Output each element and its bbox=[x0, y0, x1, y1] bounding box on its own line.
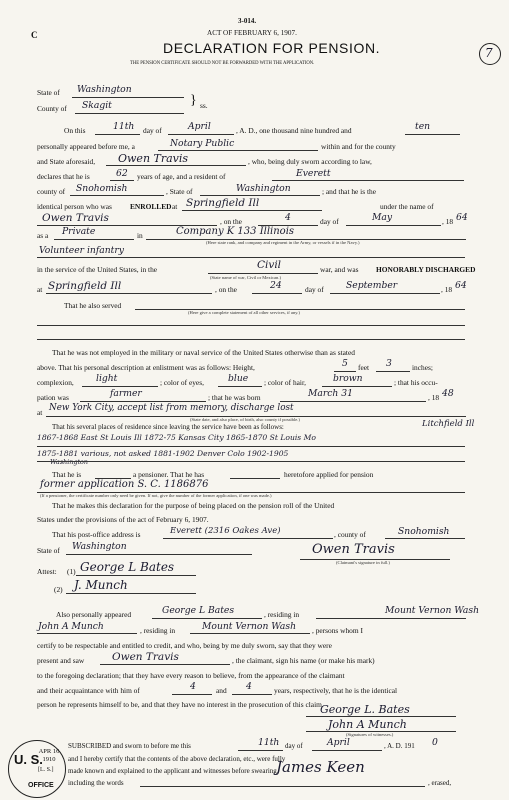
state-label: State of bbox=[37, 88, 60, 97]
text-jurat-ad: , A. D. 191 bbox=[384, 742, 415, 750]
text-residences: That his several places of residence since leaving the service have been as follows: bbox=[52, 423, 284, 431]
field-residence-witness-2: Mount Vernon Wash bbox=[202, 621, 297, 632]
text-jurat-day-of: day of bbox=[285, 742, 303, 750]
field-born-year: 48 bbox=[442, 388, 454, 399]
text-ad: , A. D., one thousand nine hundred and bbox=[236, 126, 352, 135]
text-hair: ; color of hair, bbox=[264, 378, 306, 387]
field-residence-4: Washington bbox=[50, 458, 88, 466]
field-birthplace: New York City, accept list from memory, discharge lost bbox=[49, 403, 294, 413]
text-certify: certify to be respectable and entitled to credit, and who, being by me duly sworn, say that they were bbox=[37, 641, 332, 650]
postmark-date: APR 16 1910 bbox=[38, 748, 60, 763]
text-service: in the service of the United States, in the bbox=[37, 265, 158, 274]
postmark-office: OFFICE bbox=[28, 782, 54, 789]
text-feet: feet bbox=[358, 363, 370, 372]
text-enrolled: ENROLLED bbox=[130, 202, 172, 211]
field-claimant-name-2: Owen Travis bbox=[112, 651, 179, 663]
page-title: DECLARATION FOR PENSION. bbox=[163, 40, 381, 56]
text-sign-name: , the claimant, sign his name (or make his mark) bbox=[232, 656, 375, 665]
field-discharge-year: 64 bbox=[455, 280, 467, 291]
text-that-he-is: That he is bbox=[52, 470, 82, 479]
field-county: Snohomish bbox=[76, 183, 128, 194]
text-under-name: under the name of bbox=[380, 202, 434, 211]
field-discharge-place: Springfield Ill bbox=[48, 280, 122, 292]
text-post-office: That his post-office address is bbox=[52, 530, 141, 539]
text-foregoing: to the foregoing declaration; that they have every reason to believe, from the appearance of the claimant bbox=[37, 671, 345, 680]
text-county-of-2: , county of bbox=[334, 530, 366, 539]
field-jurat-day: 11th bbox=[258, 737, 280, 748]
text-eyes: ; color of eyes, bbox=[160, 378, 204, 387]
field-enroll-year: 64 bbox=[456, 212, 468, 223]
witness-signature-2: John A Munch bbox=[328, 718, 407, 731]
text-not-employed: That he was not employed in the military or naval service of the United States otherwise than as stated bbox=[52, 348, 355, 357]
field-years-1: 4 bbox=[190, 681, 196, 692]
witness-signature-note: (Signatures of witnesses.) bbox=[346, 732, 394, 737]
text-subscribed: SUBSCRIBED and sworn to before me this bbox=[68, 742, 191, 750]
text-inches: inches; bbox=[412, 363, 433, 372]
field-official: Notary Public bbox=[170, 138, 235, 149]
claimant-signature: Owen Travis bbox=[312, 542, 395, 557]
field-residence-1: Litchfield Ill bbox=[422, 419, 475, 429]
seal-placeholder: [L. S.] bbox=[38, 767, 54, 773]
subtitle: THE PENSION CERTIFICATE SHOULD NOT BE FORWARDED WITH THE APPLICATION. bbox=[130, 61, 315, 66]
page-number: 7 bbox=[485, 46, 493, 60]
ss-label: ss. bbox=[200, 101, 208, 110]
text-day-of-2: day of bbox=[320, 217, 339, 226]
form-number: 3-014. bbox=[238, 17, 257, 25]
field-claimant-name: Owen Travis bbox=[118, 152, 189, 165]
field-witness-2: John A Munch bbox=[38, 621, 104, 632]
text-persons-whom: , persons whom I bbox=[312, 626, 363, 635]
state-value: Washington bbox=[77, 84, 132, 95]
text-identical: ; and that he is the bbox=[322, 187, 376, 196]
text-18-3: , 18 bbox=[428, 393, 440, 402]
field-rank: Private bbox=[62, 226, 96, 237]
field-occupation: farmer bbox=[110, 388, 142, 399]
field-enroll-month: May bbox=[372, 212, 393, 223]
text-county-of: county of bbox=[37, 187, 66, 196]
field-enroll-place: Springfield Ill bbox=[186, 197, 260, 209]
text-on-the: , on the bbox=[220, 217, 242, 226]
note-other-service: (Here give a complete statement of all other services, if any.) bbox=[188, 310, 300, 315]
text-made-known: made known and explained to the applicant and witnesses before swearing, bbox=[68, 767, 279, 775]
field-state: Washington bbox=[236, 183, 291, 194]
text-years: years of age, and a resident of bbox=[137, 172, 226, 181]
field-eyes: blue bbox=[228, 373, 249, 384]
text-occupation-start: ; that his occu- bbox=[394, 378, 438, 387]
note-rank: (Here state rank, and company and regiment in the Army, or vessels if in the Navy.) bbox=[206, 240, 360, 245]
pension-declaration-page: C 3-014. ACT OF FEBRUARY 6, 1907. DECLARATION FOR PENSION. THE PENSION CERTIFICATE SHOULD NOT BE FORWARDED WITH THE APPLICATION. 7 State of Washington County of Skagit } ss. On this 11th day of April , A. D., one thousand nine hundred and ten personally appeared before me, a Notary Public within and for the county and State aforesaid, Owen Travis , who, being duly sworn according to law, declares that he is 62 years of age, and a resident of Everett county of Snohomish , State of Washington ; and that he is the identical person who was ENROLLED at Springfield Ill under the name of Owen Travis , on the 4 day of May , 18 64 as a Private in Company K 133 Illinois (Here state rank, and company and regiment in the Army, or vessels if in the Navy.) Volunteer infantry in the service of the United States, in the Civil war, and was HONORABLY DISCHARGED (State name of war, Civil or Mexican.) at Springfield Ill , on the 24 day of September , 18 64 That he also served (Here give a complete statement of all other services, if any.) That he was not employed in the military or naval service of the United States otherwise than as stated above. That his personal description at enlistment was as follows: Height, 5 feet 3 inches; complexion, light ; color of eyes, blue ; color of hair, brown ; that his occu- pation was farmer ; that he was born March 31 , 18 48 at New York City, accept list from memory, discharge lost (State date, and also place, of birth, also county if possible.) That his several places of residence since leaving the service have been as follows: Litchfield Ill 1867-1868 East St Louis Ill 1872-75 Kansas City 1865-1870 St Louis Mo 1875-1881 various, not asked 1881-1902 Denver Colo 1902-1905 Washington That he is a pensioner. That he has heretofore applied for pension former application S. C. 1186876 (If a pensioner, the certificate number only need be given. If not, give the number of the former application, if one was made.) That he makes this declaration for the purpose of being placed on the pension roll of the United States under the provisions of the act of February 6, 1907. That his post-office address is Everett (2316 Oakes Ave) , county of Snohomish State of Washington Owen Travis (Claimant's signature in full.) Attest: (1) George L Bates (2) J. Munch Also personally appeared George L Bates , residing in Mount Vernon Wash John A Munch , residing in Mount Vernon Wash , persons whom I certify to be respectable and entitled to credit, and who, being by me duly sworn, say that they were present and saw Owen Travis , the claimant, sign his name (or make his mark) to the foregoing declaration; that they have every reason to believe, from the appearance of the claimant and their acquaintance with him of 4 and 4 years, respectively, that he is the identical person he represents himself to be, and that they have no interest in the prosecution of this claim. George L. Bates John A Munch (Signatures of witnesses.) U. S. APR 16 1910 OFFICE SUBSCRIBED and sworn to before me this 11th day of April , A. D. 191 0 and I hereby certify that the contents of the above declaration, etc., were fully [L. S.] made known and explained to the applicant and witnesses before swearing, including the words , erased, James Keen bbox=[0, 0, 509, 800]
text-also-appeared: Also personally appeared bbox=[56, 610, 132, 619]
text-day-of: day of bbox=[143, 126, 162, 135]
text-within: within and for the county bbox=[321, 142, 396, 151]
text-years-respectively: years, respectively, that he is the identical bbox=[274, 686, 398, 695]
text-born: ; that he was born bbox=[208, 393, 261, 402]
field-residence-3: 1875-1881 various, not asked 1881-1902 Denver Colo 1902-1905 bbox=[37, 449, 289, 458]
note-former-application: (If a pensioner, the certificate number only need be given. If not, give the number of the former application, if one was made.) bbox=[40, 493, 272, 498]
text-complexion: complexion, bbox=[37, 378, 74, 387]
text-on-the-2: , on the bbox=[215, 285, 237, 294]
attest-num-1: (1) bbox=[67, 567, 76, 576]
postmark-us: U. S. bbox=[14, 752, 43, 767]
text-purpose: That he makes this declaration for the purpose of being placed on the pension roll of the United bbox=[52, 501, 335, 510]
official-signature: James Keen bbox=[276, 758, 365, 776]
act-line: ACT OF FEBRUARY 6, 1907. bbox=[207, 29, 297, 37]
text-state-of: , State of bbox=[166, 187, 193, 196]
text-hereby-certify: and I hereby certify that the contents of the above declaration, etc., were fully bbox=[68, 755, 286, 763]
field-city: Everett bbox=[296, 168, 331, 179]
text-at: at bbox=[172, 202, 178, 211]
text-state-aforesaid: and State aforesaid, bbox=[37, 157, 96, 166]
text-state-of-2: State of bbox=[37, 546, 60, 555]
text-at-3: at bbox=[37, 408, 43, 417]
text-act: States under the provisions of the act of February 6, 1907. bbox=[37, 515, 209, 524]
field-inches: 3 bbox=[386, 358, 392, 369]
field-day: 11th bbox=[113, 121, 135, 132]
field-years-2: 4 bbox=[246, 681, 252, 692]
field-born-date: March 31 bbox=[308, 388, 353, 399]
county-label: County of bbox=[37, 104, 67, 113]
text-identical-person: identical person who was bbox=[37, 202, 112, 211]
text-present: present and saw bbox=[37, 656, 85, 665]
field-discharge-month: September bbox=[346, 280, 398, 291]
text-18-2: , 18 bbox=[441, 285, 453, 294]
attest-signature-2: J. Munch bbox=[74, 578, 128, 592]
field-enroll-name: Owen Travis bbox=[42, 212, 109, 224]
field-residence-witness-1: Mount Vernon Wash bbox=[385, 605, 480, 616]
text-on-this: On this bbox=[64, 126, 86, 135]
text-discharged: HONORABLY DISCHARGED bbox=[376, 265, 476, 274]
text-at-2: at bbox=[37, 285, 43, 294]
text-pation: pation was bbox=[37, 393, 69, 402]
text-including-words: including the words bbox=[68, 779, 124, 787]
text-in: in bbox=[137, 231, 143, 240]
note-war: (State name of war, Civil or Mexican.) bbox=[210, 275, 281, 280]
text-applied: heretofore applied for pension bbox=[284, 470, 374, 479]
text-residing-1: , residing in bbox=[264, 610, 300, 619]
field-address: Everett (2316 Oakes Ave) bbox=[170, 526, 281, 536]
text-as-a: as a bbox=[37, 231, 49, 240]
field-po-state: Washington bbox=[72, 541, 127, 552]
attest-num-2: (2) bbox=[54, 585, 63, 594]
text-no-interest: person he represents himself to be, and that they have no interest in the prosecution of this claim. bbox=[37, 700, 324, 709]
field-residence-2: 1867-1868 East St Louis Ill 1872-75 Kansas City 1865-1870 St Louis Mo bbox=[37, 433, 316, 442]
field-discharge-day: 24 bbox=[270, 280, 282, 291]
text-appeared: personally appeared before me, a bbox=[37, 142, 135, 151]
field-feet: 5 bbox=[342, 358, 348, 369]
field-former-application: former application S. C. 1186876 bbox=[40, 479, 209, 490]
attest-signature-1: George L Bates bbox=[80, 560, 175, 574]
text-war-and: war, and was bbox=[320, 265, 359, 274]
claimant-signature-note: (Claimant's signature in full.) bbox=[336, 560, 390, 565]
text-also-served: That he also served bbox=[64, 301, 122, 310]
text-18: , 18 bbox=[442, 217, 454, 226]
field-po-county: Snohomish bbox=[398, 526, 450, 537]
text-description: above. That his personal description at enlistment was as follows: Height, bbox=[37, 363, 255, 372]
field-complexion: light bbox=[96, 373, 118, 384]
field-age: 62 bbox=[116, 168, 128, 179]
field-year: ten bbox=[415, 121, 431, 132]
county-value: Skagit bbox=[82, 100, 112, 111]
note-birth: (State date, and also place, of birth, also county if possible.) bbox=[190, 417, 300, 422]
text-erased: , erased, bbox=[428, 779, 452, 787]
witness-signature-1: George L. Bates bbox=[320, 703, 410, 716]
field-war: Civil bbox=[257, 259, 282, 271]
text-declares: declares that he is bbox=[37, 172, 90, 181]
field-unit: Volunteer infantry bbox=[39, 245, 124, 256]
corner-mark: C bbox=[31, 30, 38, 40]
text-pensioner: a pensioner. That he has bbox=[133, 470, 205, 479]
text-day-of-3: day of bbox=[305, 285, 324, 294]
field-witness-1: George L Bates bbox=[162, 605, 235, 616]
field-jurat-year: 0 bbox=[432, 737, 438, 748]
field-jurat-month: April bbox=[327, 737, 350, 748]
text-and: and bbox=[216, 686, 227, 695]
field-month: April bbox=[188, 121, 211, 132]
field-hair: brown bbox=[333, 373, 363, 384]
text-residing-2: , residing in bbox=[140, 626, 176, 635]
attest-label: Attest: bbox=[37, 567, 57, 576]
text-duly-sworn: , who, being duly sworn according to law, bbox=[248, 157, 372, 166]
field-company: Company K 133 Illinois bbox=[176, 226, 295, 237]
text-acquaintance: and their acquaintance with him of bbox=[37, 686, 140, 695]
field-enroll-day: 4 bbox=[285, 212, 291, 223]
